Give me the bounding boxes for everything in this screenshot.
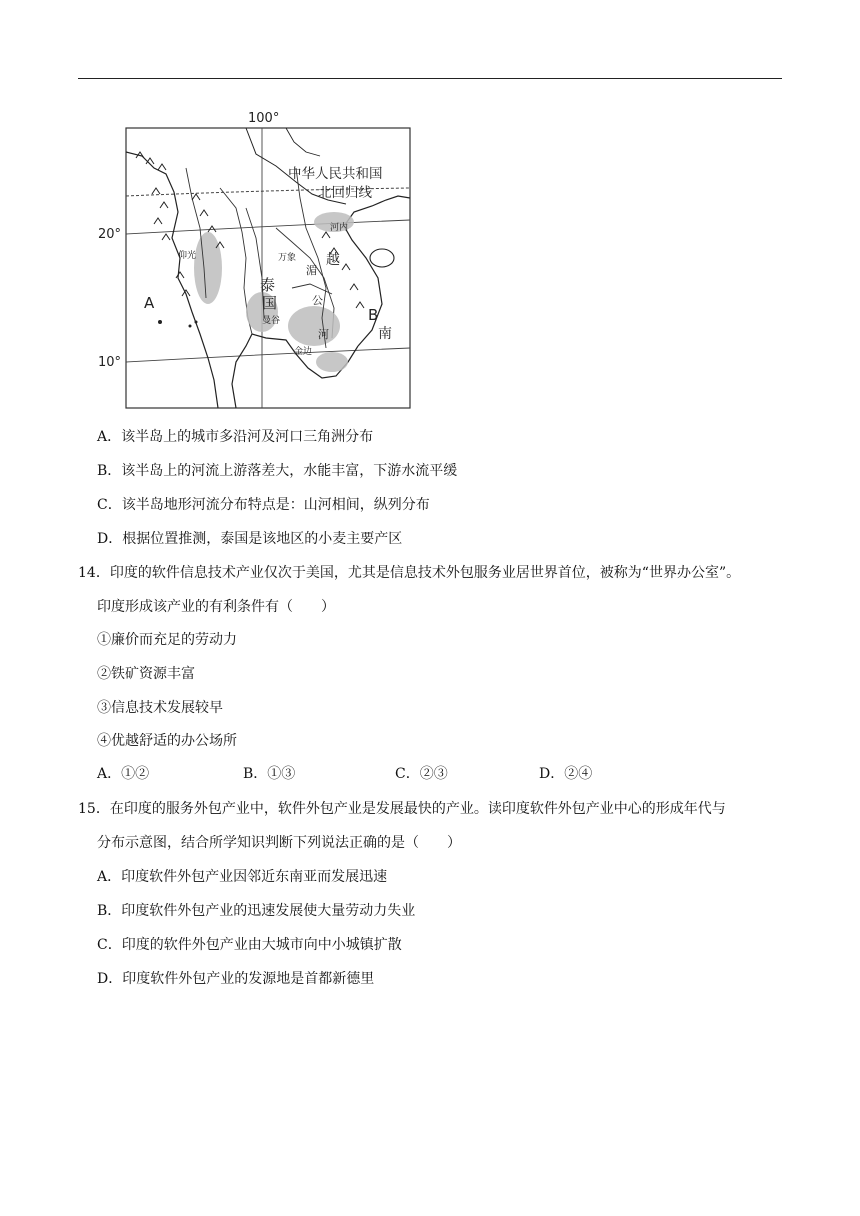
city-yangon-label: 仰光 — [178, 251, 197, 261]
city-vientiane-label: 万象 — [278, 253, 297, 263]
mekong-label-3: 河 — [318, 328, 329, 341]
q14-choice-d: D．②④ — [539, 766, 593, 782]
q14-choice-c: C．②③ — [395, 766, 448, 782]
header-rule — [78, 78, 782, 79]
q13-option-c: C．该半岛地形河流分布特点是：山河相间，纵列分布 — [97, 497, 430, 513]
q14-item-2: ②铁矿资源丰富 — [97, 666, 195, 682]
mekong-label-1: 湄 — [306, 264, 317, 277]
q15-option-c: C．印度的软件外包产业由大城市向中小城镇扩散 — [97, 937, 402, 953]
q15-option-d: D．印度软件外包产业的发源地是首都新德里 — [97, 971, 375, 987]
city-hanoi-label: 河内 — [330, 223, 349, 233]
sea-label-b: B — [368, 306, 379, 324]
q13-option-d: D．根据位置推测，泰国是该地区的小麦主要产区 — [97, 531, 403, 547]
q14-stem-line1: 14．印度的软件信息技术产业仅次于美国，尤其是信息技术外包服务业居世界首位，被称为“世界办公室”。 — [78, 565, 741, 581]
vietnam-label-2: 南 — [378, 326, 392, 342]
q14-item-1: ①廉价而充足的劳动力 — [97, 632, 237, 648]
vietnam-label-1: 越 — [326, 252, 340, 268]
sea-label-a: A — [144, 294, 155, 312]
longitude-label: 100° — [248, 111, 280, 126]
thailand-label-1: 泰 — [260, 276, 276, 294]
indochina-map-figure — [96, 108, 416, 410]
latitude-10-label: 10° — [98, 355, 122, 370]
q13-option-a: A．该半岛上的城市多沿河及河口三角洲分布 — [97, 429, 374, 445]
thailand-label-2: 国 — [262, 294, 278, 312]
mekong-label-2: 公 — [312, 294, 323, 307]
q14-choice-a: A．①② — [97, 766, 150, 782]
q14-item-3: ③信息技术发展较早 — [97, 700, 223, 716]
q15-stem-line2: 分布示意图，结合所学知识判断下列说法正确的是（ ） — [97, 835, 461, 851]
city-phnompenh-label: 金边 — [294, 347, 313, 357]
q14-stem-line2: 印度形成该产业的有利条件有（ ） — [97, 599, 335, 615]
q15-option-a: A．印度软件外包产业因邻近东南亚而发展迅速 — [97, 869, 388, 885]
q14-choices — [97, 764, 697, 784]
q14-choice-b: B．①③ — [243, 766, 296, 782]
q15-stem-line1: 15．在印度的服务外包产业中，软件外包产业是发展最快的产业。读印度软件外包产业中心的形成年代与 — [78, 801, 726, 817]
tropic-of-cancer-label: 北回归线 — [318, 185, 372, 201]
city-bangkok-label: 曼谷 — [262, 316, 281, 326]
q15-option-b: B．印度软件外包产业的迅速发展使大量劳动力失业 — [97, 903, 416, 919]
q13-option-b: B．该半岛上的河流上游落差大，水能丰富，下游水流平缓 — [97, 463, 458, 479]
latitude-20-label: 20° — [98, 227, 122, 242]
china-label: 中华人民共和国 — [288, 166, 383, 182]
q14-item-4: ④优越舒适的办公场所 — [97, 733, 237, 749]
